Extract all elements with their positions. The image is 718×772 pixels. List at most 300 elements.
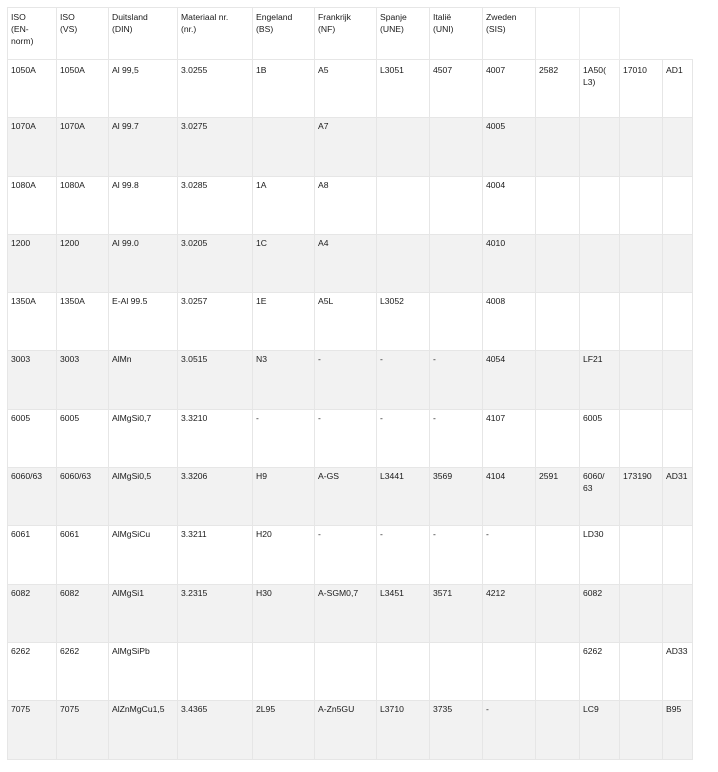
cell-extra-3 xyxy=(620,468,663,526)
header-label: ISO (EN- norm) xyxy=(11,12,34,46)
cell-extra-4 xyxy=(663,60,693,118)
cell-value: Al 99.0 xyxy=(112,237,139,248)
cell-value: AlMn xyxy=(112,354,132,365)
cell-extra-4 xyxy=(663,234,693,292)
cell-uni xyxy=(430,60,483,118)
cell-iso-en xyxy=(8,351,57,409)
cell-extra-3 xyxy=(620,409,663,467)
cell-extra-2 xyxy=(580,584,620,642)
cell-value xyxy=(377,177,429,179)
cell-extra-1 xyxy=(536,60,580,118)
cell-value: 6005 xyxy=(583,412,603,423)
header-bs xyxy=(253,8,315,60)
table-row xyxy=(8,293,693,351)
cell-uni xyxy=(430,176,483,234)
cell-value: A5L xyxy=(318,296,334,307)
cell-value: 3571 xyxy=(433,587,453,598)
cell-uni xyxy=(430,293,483,351)
cell-value: AlMgSi0,5 xyxy=(112,471,152,482)
header-sis xyxy=(483,8,536,60)
cell-value xyxy=(536,177,579,179)
cell-value: 6060/63 xyxy=(60,471,92,482)
cell-nf xyxy=(315,293,377,351)
cell-value xyxy=(536,410,579,412)
cell-value: L3710 xyxy=(380,704,404,715)
cell-value xyxy=(178,643,252,645)
cell-value: - xyxy=(318,529,321,540)
cell-value xyxy=(253,643,314,645)
cell-une xyxy=(377,642,430,700)
cell-bs xyxy=(253,584,315,642)
cell-iso-en xyxy=(8,584,57,642)
cell-value: AD1 xyxy=(666,65,683,75)
cell-value xyxy=(620,526,662,528)
cell-value: 4107 xyxy=(486,412,506,423)
cell-iso-en xyxy=(8,60,57,118)
cell-une xyxy=(377,118,430,176)
cell-value xyxy=(430,118,482,120)
cell-value: 173190 xyxy=(623,471,652,482)
cell-iso-vs xyxy=(57,701,109,759)
cell-extra-1 xyxy=(536,642,580,700)
cell-value: 4005 xyxy=(486,121,506,132)
cell-value: AlMgSiCu xyxy=(112,529,151,540)
cell-material-nr xyxy=(178,176,253,234)
cell-extra-3 xyxy=(620,584,663,642)
cell-iso-en xyxy=(8,701,57,759)
cell-value xyxy=(620,235,662,237)
cell-value: 17010 xyxy=(623,65,647,75)
table-row xyxy=(8,642,693,700)
cell-value: 1A50( L3) xyxy=(583,65,606,87)
cell-value: 1200 xyxy=(60,237,80,248)
cell-value: - xyxy=(318,412,321,423)
cell-value: 7075 xyxy=(11,704,31,715)
cell-iso-en xyxy=(8,468,57,526)
cell-bs xyxy=(253,701,315,759)
cell-value: 6005 xyxy=(60,412,80,423)
cell-value: 6060/ 63 xyxy=(583,471,605,494)
cell-din xyxy=(109,409,178,467)
cell-value: 4004 xyxy=(486,179,506,190)
cell-value xyxy=(663,118,692,120)
cell-value: 6005 xyxy=(11,412,31,423)
cell-bs xyxy=(253,176,315,234)
cell-value: 3.0255 xyxy=(181,65,208,75)
cell-value: 3.0205 xyxy=(181,237,208,248)
cell-bs xyxy=(253,60,315,118)
cell-iso-vs xyxy=(57,351,109,409)
table-header-row xyxy=(8,8,693,60)
cell-value xyxy=(663,410,692,412)
cell-value: 1070A xyxy=(60,121,85,132)
cell-value: AlMgSi0,7 xyxy=(112,412,152,423)
table-row xyxy=(8,701,693,759)
cell-uni xyxy=(430,351,483,409)
cell-extra-4 xyxy=(663,351,693,409)
cell-value: 6082 xyxy=(60,587,80,598)
cell-value xyxy=(620,701,662,703)
cell-extra-2 xyxy=(580,642,620,700)
cell-value: AD33 xyxy=(666,645,688,656)
cell-value: 6082 xyxy=(583,587,603,598)
cell-din xyxy=(109,584,178,642)
cell-bs xyxy=(253,118,315,176)
cell-value: - xyxy=(486,529,489,540)
cell-value: 1200 xyxy=(11,237,31,248)
cell-value xyxy=(536,293,579,295)
cell-iso-vs xyxy=(57,118,109,176)
header-label: Zweden (SIS) xyxy=(486,12,517,34)
cell-value: A-GS xyxy=(318,471,340,482)
cell-value: - xyxy=(318,354,321,365)
cell-value xyxy=(536,701,579,703)
cell-value xyxy=(580,118,619,120)
cell-value: - xyxy=(433,529,436,540)
cell-material-nr xyxy=(178,642,253,700)
cell-extra-2 xyxy=(580,60,620,118)
cell-material-nr xyxy=(178,351,253,409)
cell-sis xyxy=(483,234,536,292)
cell-value: 6060/63 xyxy=(11,471,43,482)
cell-value: AlZnMgCu1,5 xyxy=(112,704,165,715)
cell-value: 3.3206 xyxy=(181,471,208,482)
cell-value: 3.0285 xyxy=(181,179,208,190)
cell-bs xyxy=(253,351,315,409)
cell-une xyxy=(377,293,430,351)
cell-iso-en xyxy=(8,176,57,234)
cell-value xyxy=(377,235,429,237)
cell-extra-2 xyxy=(580,701,620,759)
cell-value: - xyxy=(380,412,383,423)
cell-iso-vs xyxy=(57,409,109,467)
cell-iso-en xyxy=(8,409,57,467)
cell-extra-3 xyxy=(620,701,663,759)
cell-value xyxy=(620,585,662,587)
cell-value xyxy=(430,643,482,645)
cell-uni xyxy=(430,409,483,467)
cell-value: AD31 xyxy=(666,471,688,482)
cell-value: 4054 xyxy=(486,354,506,365)
cell-value: 4010 xyxy=(486,237,506,248)
cell-value: LD30 xyxy=(583,529,604,540)
cell-extra-3 xyxy=(620,351,663,409)
cell-nf xyxy=(315,60,377,118)
cell-sis xyxy=(483,468,536,526)
header-din xyxy=(109,8,178,60)
table-row xyxy=(8,234,693,292)
cell-value: 2591 xyxy=(539,471,559,482)
cell-value xyxy=(663,351,692,353)
cell-value xyxy=(536,351,579,353)
cell-value xyxy=(620,351,662,353)
cell-une xyxy=(377,60,430,118)
cell-sis xyxy=(483,409,536,467)
cell-din xyxy=(109,468,178,526)
cell-value: Al 99.7 xyxy=(112,121,139,132)
cell-material-nr xyxy=(178,293,253,351)
cell-extra-2 xyxy=(580,351,620,409)
header-extra-2 xyxy=(580,8,620,60)
cell-iso-vs xyxy=(57,176,109,234)
cell-extra-4 xyxy=(663,526,693,584)
cell-extra-1 xyxy=(536,351,580,409)
cell-value: 6262 xyxy=(11,645,31,656)
cell-value: 1A xyxy=(256,179,267,190)
cell-extra-4 xyxy=(663,293,693,351)
cell-iso-vs xyxy=(57,468,109,526)
cell-bs xyxy=(253,468,315,526)
cell-value: 6262 xyxy=(60,645,80,656)
cell-value: - xyxy=(256,412,259,423)
cell-extra-3 xyxy=(620,176,663,234)
cell-value: 4507 xyxy=(433,65,453,75)
cell-extra-1 xyxy=(536,526,580,584)
cell-uni xyxy=(430,642,483,700)
cell-value xyxy=(430,235,482,237)
header-label: Duitsland (DIN) xyxy=(112,12,148,34)
cell-value xyxy=(620,293,662,295)
cell-sis xyxy=(483,176,536,234)
cell-value xyxy=(620,643,662,645)
cell-material-nr xyxy=(178,701,253,759)
cell-bs xyxy=(253,526,315,584)
cell-value: A7 xyxy=(318,121,329,132)
cell-value xyxy=(663,585,692,587)
cell-value: L3052 xyxy=(380,296,404,307)
cell-din xyxy=(109,351,178,409)
cell-iso-en xyxy=(8,293,57,351)
cell-din xyxy=(109,234,178,292)
cell-value: 4104 xyxy=(486,471,506,482)
cell-iso-vs xyxy=(57,234,109,292)
cell-value: 1350A xyxy=(11,296,36,307)
cell-value xyxy=(580,177,619,179)
header-uni xyxy=(430,8,483,60)
cell-une xyxy=(377,584,430,642)
table-row xyxy=(8,526,693,584)
header-label: Engeland (BS) xyxy=(256,12,293,34)
cell-value: A-SGM0,7 xyxy=(318,587,359,598)
header-extra-1 xyxy=(536,8,580,60)
cell-sis xyxy=(483,526,536,584)
cell-value xyxy=(253,118,314,120)
cell-value: - xyxy=(486,704,489,715)
cell-extra-4 xyxy=(663,176,693,234)
cell-value: A4 xyxy=(318,237,329,248)
cell-nf xyxy=(315,468,377,526)
cell-extra-2 xyxy=(580,526,620,584)
header-iso-vs xyxy=(57,8,109,60)
cell-value: L3451 xyxy=(380,587,404,598)
cell-une xyxy=(377,468,430,526)
cell-iso-en xyxy=(8,642,57,700)
cell-iso-vs xyxy=(57,293,109,351)
cell-value: Al 99,5 xyxy=(112,65,139,75)
header-nf xyxy=(315,8,377,60)
cell-value: N3 xyxy=(256,354,267,365)
cell-value: 3.4365 xyxy=(181,704,208,715)
cell-value xyxy=(663,526,692,528)
cell-value xyxy=(315,643,376,645)
cell-iso-en xyxy=(8,118,57,176)
cell-value: - xyxy=(433,354,436,365)
cell-value: 1B xyxy=(256,65,267,75)
cell-extra-2 xyxy=(580,234,620,292)
table-row xyxy=(8,176,693,234)
cell-value xyxy=(377,643,429,645)
cell-din xyxy=(109,60,178,118)
cell-extra-3 xyxy=(620,642,663,700)
cell-une xyxy=(377,351,430,409)
cell-extra-3 xyxy=(620,526,663,584)
cell-bs xyxy=(253,642,315,700)
cell-value: A8 xyxy=(318,179,329,190)
cell-value: 3.0275 xyxy=(181,121,208,132)
cell-value: 6262 xyxy=(583,645,603,656)
cell-value: H20 xyxy=(256,529,272,540)
cell-din xyxy=(109,642,178,700)
cell-nf xyxy=(315,351,377,409)
cell-sis xyxy=(483,584,536,642)
cell-value: B95 xyxy=(666,704,682,715)
cell-value: H30 xyxy=(256,587,272,598)
cell-din xyxy=(109,293,178,351)
cell-sis xyxy=(483,293,536,351)
cell-value: 3003 xyxy=(60,354,80,365)
cell-bs xyxy=(253,409,315,467)
cell-uni xyxy=(430,584,483,642)
cell-value: H9 xyxy=(256,471,267,482)
cell-value: 7075 xyxy=(60,704,80,715)
cell-extra-1 xyxy=(536,293,580,351)
cell-extra-1 xyxy=(536,409,580,467)
cell-extra-4 xyxy=(663,468,693,526)
cell-value xyxy=(536,118,579,120)
cell-value: 1070A xyxy=(11,121,36,132)
cell-extra-2 xyxy=(580,409,620,467)
cell-value: 3003 xyxy=(11,354,31,365)
cell-value: 4212 xyxy=(486,587,506,598)
cell-iso-vs xyxy=(57,60,109,118)
cell-din xyxy=(109,118,178,176)
cell-une xyxy=(377,409,430,467)
cell-value: 3.3210 xyxy=(181,412,208,423)
cell-value xyxy=(663,235,692,237)
cell-value xyxy=(580,293,619,295)
cell-material-nr xyxy=(178,526,253,584)
cell-value xyxy=(483,643,535,645)
cell-nf xyxy=(315,584,377,642)
cell-nf xyxy=(315,234,377,292)
header-label: Materiaal nr. (nr.) xyxy=(181,12,229,34)
cell-extra-2 xyxy=(580,176,620,234)
cell-value xyxy=(536,585,579,587)
cell-value: 6061 xyxy=(60,529,80,540)
cell-value xyxy=(430,177,482,179)
cell-value xyxy=(536,526,579,528)
table-row xyxy=(8,351,693,409)
cell-extra-4 xyxy=(663,642,693,700)
cell-value xyxy=(663,177,692,179)
cell-nf xyxy=(315,701,377,759)
cell-nf xyxy=(315,642,377,700)
cell-value xyxy=(580,235,619,237)
cell-value: L3051 xyxy=(380,65,404,75)
cell-une xyxy=(377,526,430,584)
cell-nf xyxy=(315,176,377,234)
cell-value: LC9 xyxy=(583,704,599,715)
cell-value: LF21 xyxy=(583,354,603,365)
cell-extra-4 xyxy=(663,118,693,176)
cell-value: 4008 xyxy=(486,296,506,307)
header-iso-en xyxy=(8,8,57,60)
cell-value: 1050A xyxy=(11,65,36,75)
cell-value xyxy=(536,643,579,645)
cell-value: 4007 xyxy=(486,65,506,75)
cell-extra-1 xyxy=(536,468,580,526)
cell-material-nr xyxy=(178,468,253,526)
cell-sis xyxy=(483,642,536,700)
header-material-nr xyxy=(178,8,253,60)
cell-extra-4 xyxy=(663,701,693,759)
cell-sis xyxy=(483,701,536,759)
cell-extra-3 xyxy=(620,60,663,118)
cell-une xyxy=(377,234,430,292)
cell-value: 1050A xyxy=(60,65,85,75)
cell-extra-4 xyxy=(663,584,693,642)
cell-extra-1 xyxy=(536,701,580,759)
cell-din xyxy=(109,176,178,234)
cell-extra-2 xyxy=(580,118,620,176)
cell-value: 3.3211 xyxy=(181,529,207,540)
cell-sis xyxy=(483,351,536,409)
cell-value xyxy=(663,293,692,295)
cell-value xyxy=(536,235,579,237)
cell-uni xyxy=(430,526,483,584)
cell-value: A-Zn5GU xyxy=(318,704,355,715)
cell-value: - xyxy=(380,529,383,540)
cell-value: 1080A xyxy=(60,179,85,190)
cell-uni xyxy=(430,468,483,526)
cell-value xyxy=(620,177,662,179)
cell-value xyxy=(377,118,429,120)
cell-uni xyxy=(430,701,483,759)
header-une xyxy=(377,8,430,60)
cell-material-nr xyxy=(178,60,253,118)
table-row xyxy=(8,468,693,526)
cell-value: 2582 xyxy=(539,65,559,75)
cell-value: 2L95 xyxy=(256,704,276,715)
cell-iso-vs xyxy=(57,526,109,584)
cell-bs xyxy=(253,234,315,292)
cell-value: 6082 xyxy=(11,587,31,598)
cell-material-nr xyxy=(178,118,253,176)
header-extra-4 xyxy=(663,8,693,60)
cell-une xyxy=(377,176,430,234)
cell-iso-en xyxy=(8,526,57,584)
cell-value: 1350A xyxy=(60,296,85,307)
cell-extra-1 xyxy=(536,234,580,292)
cell-uni xyxy=(430,118,483,176)
table-row xyxy=(8,60,693,118)
cell-value xyxy=(620,118,662,120)
table-row xyxy=(8,118,693,176)
cell-value xyxy=(620,410,662,412)
cell-nf xyxy=(315,118,377,176)
header-label: Italië (UNI) xyxy=(433,12,454,34)
cell-value: L3441 xyxy=(380,471,404,482)
